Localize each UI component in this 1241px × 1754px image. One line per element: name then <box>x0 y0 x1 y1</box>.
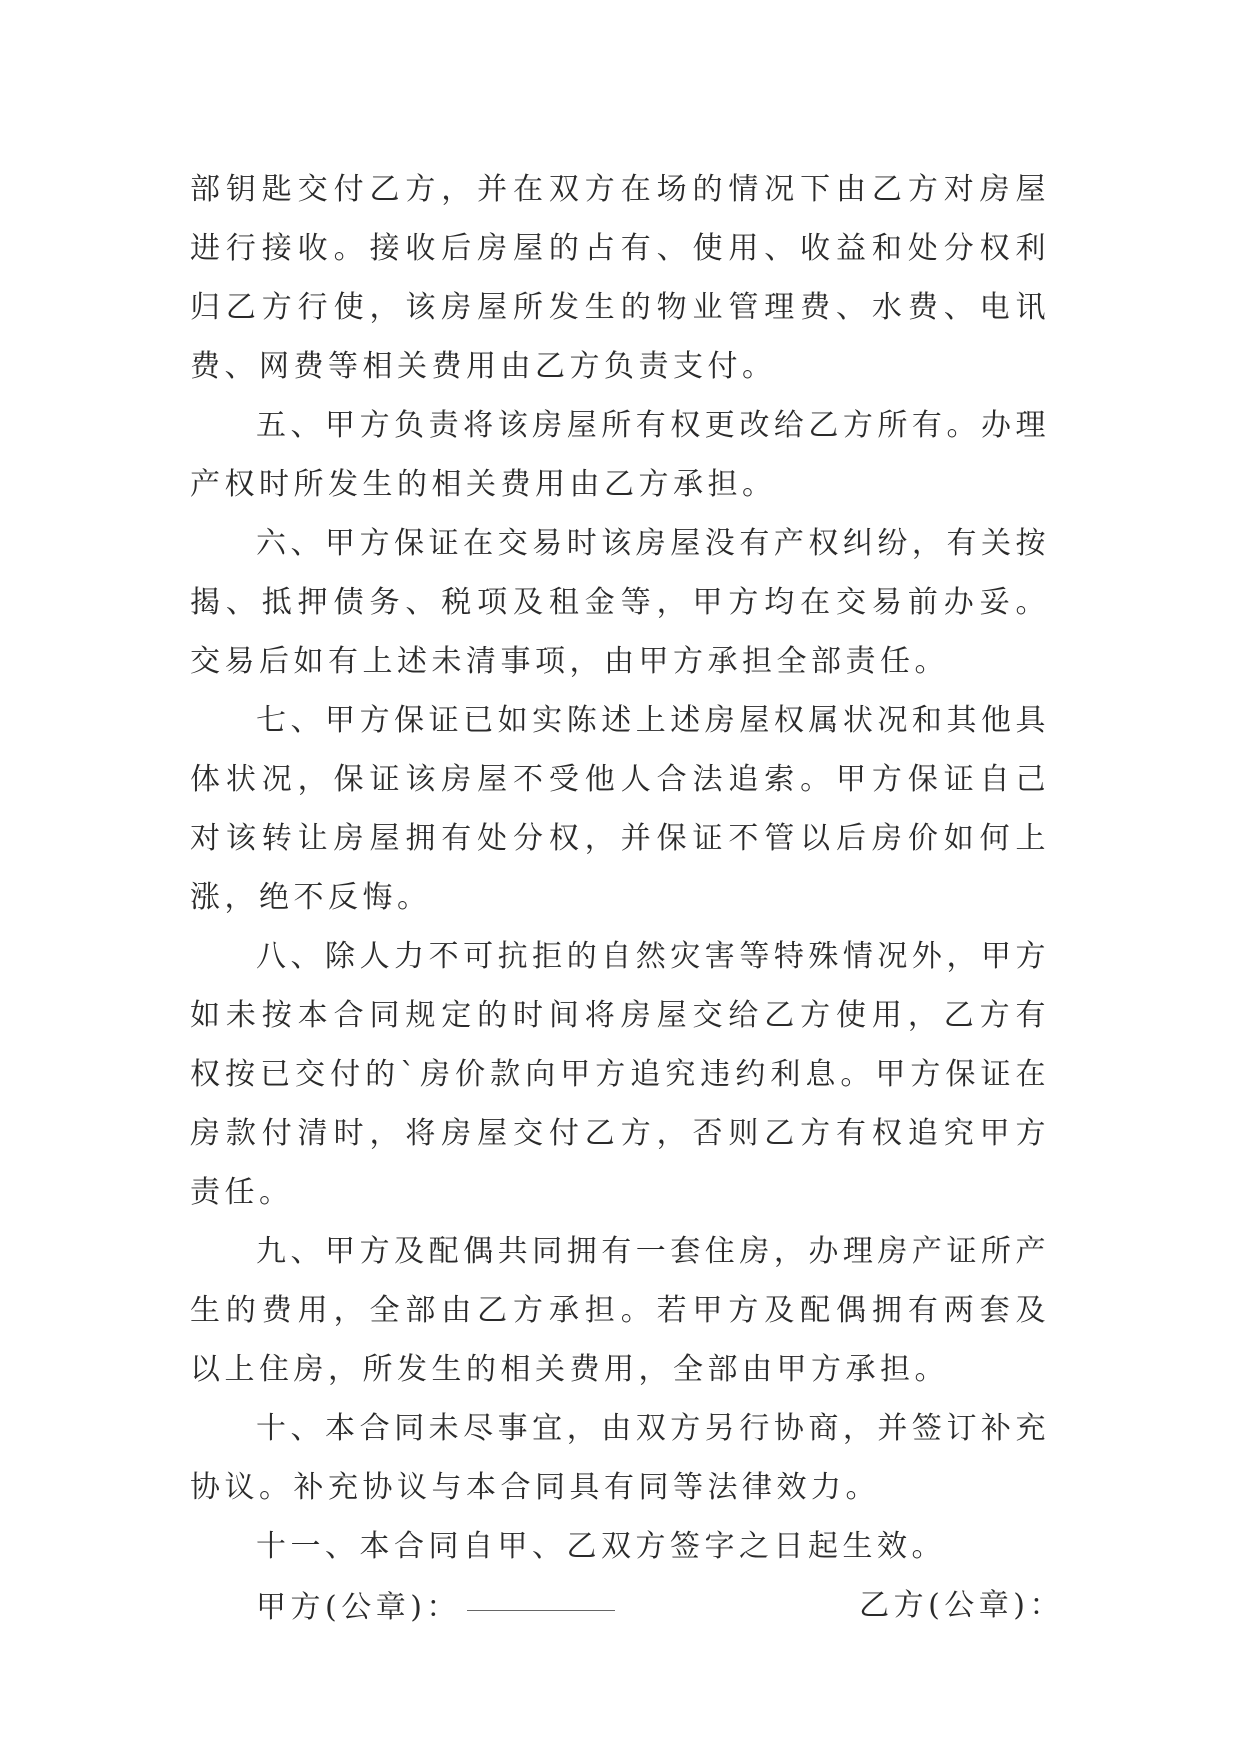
clause-five: 五、甲方负责将该房屋所有权更改给乙方所有。办理产权时所发生的相关费用由乙方承担。 <box>190 408 1050 502</box>
clause-eleven: 十一、本合同自甲、乙双方签字之日起生效。 <box>256 1529 946 1564</box>
clause-four-continued: 部钥匙交付乙方，并在双方在场的情况下由乙方对房屋进行接收。接收后房屋的占有、使用、收益和处分权利归乙方行使，该房屋所发生的物业管理费、水费、电讯费、网费等相关费用由乙方负责支付。 <box>190 172 1050 384</box>
clause-eight: 八、除人力不可抗拒的自然灾害等特殊情况外，甲方如未按本合同规定的时间将房屋交给乙方使用，乙方有权按已交付的`房价款向甲方追究违约利息。甲方保证在房款付清时，将房屋交付乙方，否则乙方有权追究甲方责任。 <box>190 939 1050 1210</box>
party-a-label: 甲方(公章)： <box>256 1590 461 1625</box>
clause-nine: 九、甲方及配偶共同拥有一套住房，办理房产证所产生的费用，全部由乙方承担。若甲方及配偶拥有两套及以上住房，所发生的相关费用，全部由甲方承担。 <box>190 1234 1050 1387</box>
party-a-signature-line <box>467 1570 615 1611</box>
contract-body <box>190 160 1064 1635</box>
clause-seven: 七、甲方保证已如实陈述上述房屋权属状况和其他具体状况，保证该房屋不受他人合法追索。甲方保证自己对该转让房屋拥有处分权，并保证不管以后房价如何上涨，绝不反悔。 <box>190 703 1050 915</box>
party-b-label: 乙方(公章)： <box>859 1588 1064 1623</box>
party-a-signature <box>256 1576 615 1637</box>
clause-ten: 十、本合同未尽事宜，由双方另行协商，并签订补充协议。补充协议与本合同具有同等法律效力。 <box>190 1411 1050 1505</box>
signature-row <box>190 1576 1064 1635</box>
clause-six: 六、甲方保证在交易时该房屋没有产权纠纷，有关按揭、抵押债务、税项及租金等，甲方均在交易前办妥。交易后如有上述未清事项，由甲方承担全部责任。 <box>190 526 1050 679</box>
